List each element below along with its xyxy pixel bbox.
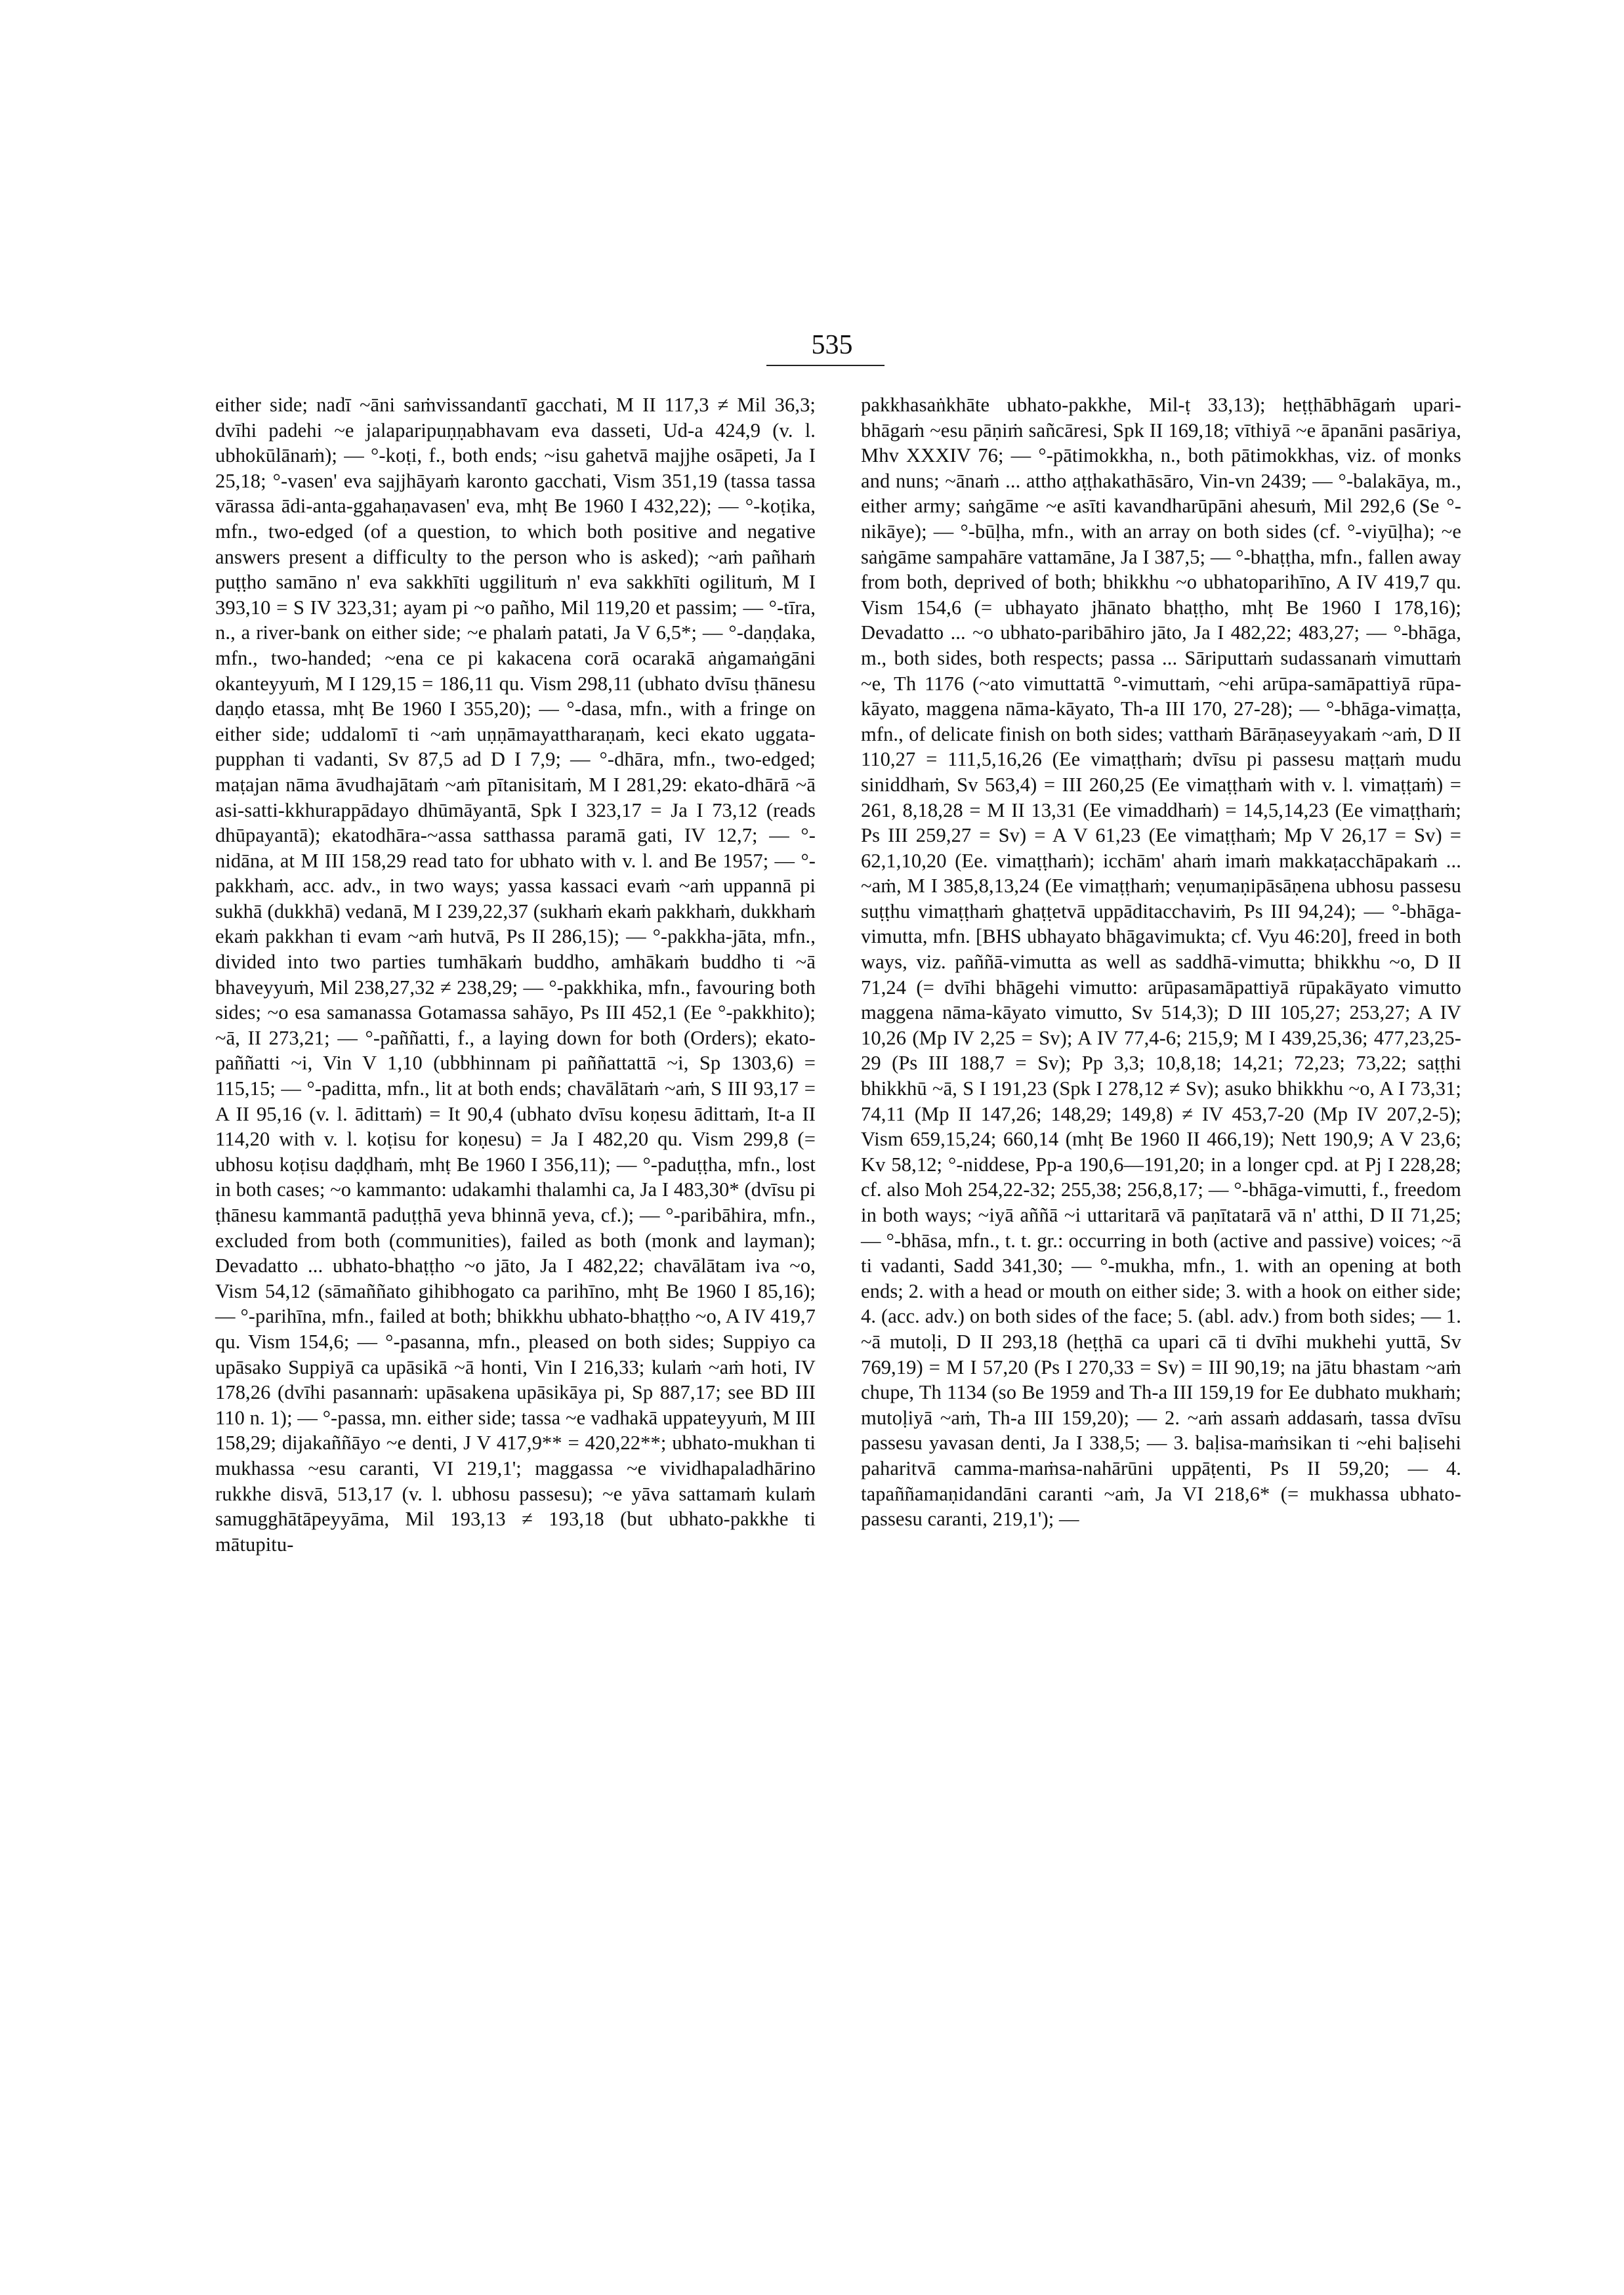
page-number-rule (766, 365, 885, 366)
page-number: 535 (811, 330, 853, 360)
right-column-text: pakkhasaṅkhāte ubhato-pakkhe, Mil-ṭ 33,13); heṭṭhābhāgaṁ upari-bhāgaṁ ~esu pāṇiṁ sañcāresi, Spk II 169,18; vīthiyā ~e āpanāni pasāriya, Mhv XXXIV 76; — °-pātimokkha, n., both pātimokkhas, viz. of monks and nuns; ~ānaṁ ... attho aṭṭhakathāsāro, Vin-vn 2439; — °-balakāya, m., either army; saṅgāme ~e asīti kavandharūpāni ahesuṁ, Mil 292,6 (Se °-nikāye); — °-būḷha, mfn., with an array on both sides (cf. °-viyūḷha); ~e saṅgāme sampahāre vattamāne, Ja I 387,5; — °-bhaṭṭha, mfn., fallen away from both, deprived of both; bhikkhu ~o ubhatoparihīno, A IV 419,7 qu. Vism 154,6 (= ubhayato jhānato bhaṭṭho, mhṭ Be 1960 I 178,16); Devadatto ... ~o ubhato-paribāhiro jāto, Ja I 482,22; 483,27; — °-bhāga, m., both sides, both respects; passa ... Sāriputtaṁ sudassanaṁ vimuttaṁ ~e, Th 1176 (~ato vimuttattā °-vimuttaṁ, ~ehi arūpa-samāpattiyā rūpa-kāyato, maggena nāma-kāyato, Th-a III 170, 27-28); — °-bhāga-vimaṭṭa, mfn., of delicate finish on both sides; vatthaṁ Bārāṇaseyyakaṁ ~aṁ, D II 110,27 = 111,5,16,26 (Ee vimaṭṭhaṁ; dvīsu pi passesu maṭṭaṁ mudu siniddhaṁ, Sv 563,4) = III 260,25 (Ee vimaṭṭhaṁ with v. l. vimaṭṭaṁ) = 261, 8,18,28 = M II 13,31 (Ee vimaddhaṁ) = 14,5,14,23 (Ee vimaṭṭhaṁ; Ps III 259,27 = Sv) = A V 61,23 (Ee vimaṭṭhaṁ; Mp V 26,17 = Sv) = 62,1,10,20 (Ee. vimaṭṭhaṁ); icchām' ahaṁ imaṁ makkaṭacchāpakaṁ ... ~aṁ, M I 385,8,13,24 (Ee vimaṭṭhaṁ; veṇumaṇipāsāṇena ubhosu passesu suṭṭhu vimaṭṭhaṁ ghaṭṭetvā uppāditacchaviṁ, Ps III 94,24); — °-bhāga-vimutta, mfn. [BHS ubhayato bhāgavimukta; cf. Vyu 46:20], freed in both ways, viz. paññā-vimutta as well as saddhā-vimutta; bhikkhu ~o, D II 71,24 (= dvīhi bhāgehi vimutto: arūpasamāpattiyā rūpakāyato vimutto maggena nāma-kāyato vimutto, Sv 514,3); D III 105,27; 253,27; A IV 10,26 (Mp IV 2,25 = Sv); A IV 77,4-6; 215,9; M I 439,25,36; 477,23,25-29 (Ps III 188,7 = Sv); Pp 3,3; 10,8,18; 14,21; 72,23; 73,22; saṭṭhi bhikkhū ~ā, S I 191,23 (Spk I 278,12 ≠ Sv); asuko bhikkhu ~o, A I 73,31; 74,11 (Mp II 147,26; 148,29; 149,8) ≠ IV 453,7-20 (Mp IV 207,2-5); Vism 659,15,24; 660,14 (mhṭ Be 1960 II 466,19); Nett 190,9; A V 23,6; Kv 58,12; °-niddese, Pp-a 190,6—191,20; in a longer cpd. at Pj I 228,28; cf. also Moh 254,22-32; 255,38; 256,8,17; — °-bhāga-vimutti, f., freedom in both ways; ~iyā aññā ~i uttaritarā vā paṇītatarā vā n' atthi, D II 71,25; — °-bhāsa, mfn., t. t. gr.: occurring in both (active and passive) voices; ~ā ti vadanti, Sadd 341,30; — °-mukha, mfn., 1. with an opening at both ends; 2. with a head or mouth on either side; 3. with a hook on either side; 4. (acc. adv.) on both sides of the face; 5. (abl. adv.) from both sides; — 1. ~ā mutoḷi, D II 293,18 (heṭṭhā ca upari cā ti dvīhi mukhehi yuttā, Sv 769,19) = M I 57,20 (Ps I 270,33 = Sv) = III 90,19; na jātu bhastam ~aṁ chupe, Th 1134 (so Be 1959 and Th-a III 159,19 for Ee dubhato mukhaṁ; mutoḷiyā ~aṁ, Th-a III 159,20); — 2. ~aṁ assaṁ addasaṁ, tassa dvīsu passesu yavasan denti, Ja I 338,5; — 3. baḷisa-maṁsikan ti ~ehi baḷisehi paharitvā camma-maṁsa-nahārūni uppāṭenti, Ps II 59,20; — 4. tapaññamaṇidandāni caranti ~aṁ, Ja VI 218,6* (= mukhassa ubhato-passesu caranti, 219,1'); — (861, 394, 1461, 1531)
left-column (215, 392, 816, 1557)
right-column (861, 392, 1461, 1532)
left-column-text: either side; nadī ~āni saṁvissandantī gacchati, M II 117,3 ≠ Mil 36,3; dvīhi padehi ~e jalaparipuṇṇabhavam eva dasseti, Ud-a 424,9 (v. l. ubhokūlānaṁ); — °-koṭi, f., both ends; ~isu gahetvā majjhe osāpeti, Ja I 25,18; °-vasen' eva sajjhāyaṁ karonto gacchati, Vism 351,19 (tassa tassa vārassa ādi-anta-ggahaṇavasen' eva, mhṭ Be 1960 I 432,22); — °-koṭika, mfn., two-edged (of a question, to which both positive and negative answers present a difficulty to the person who is asked); ~aṁ pañhaṁ puṭṭho samāno n' eva sakkhīti uggilituṁ n' eva sakkhīti ogilituṁ, M I 393,10 = S IV 323,31; ayam pi ~o pañho, Mil 119,20 et passim; — °-tīra, n., a river-bank on either side; ~e phalaṁ patati, Ja V 6,5*; — °-daṇḍaka, mfn., two-handed; ~ena ce pi kakacena corā ocarakā aṅgamaṅgāni okanteyyuṁ, M I 129,15 = 186,11 qu. Vism 298,11 (ubhato dvīsu ṭhānesu daṇḍo etassa, mhṭ Be 1960 I 355,20); — °-dasa, mfn., with a fringe on either side; uddalomī ti ~aṁ uṇṇāmayattharaṇaṁ, keci ekato uggata-pupphan ti vadanti, Sv 87,5 ad D I 7,9; — °-dhāra, mfn., two-edged; maṭajan nāma āvudhajātaṁ ~aṁ pītanisitaṁ, M I 281,29: ekato-dhārā ~ā asi-satti-kkhurappādayo dhūmāyantā, Spk I 323,17 = Ja I 73,12 (reads dhūpayantā); ekatodhāra-~assa satthassa paramā gati, IV 12,7; — °-nidāna, at M III 158,29 read tato for ubhato with v. l. and Be 1957; — °-pakkhaṁ, acc. adv., in two ways; yassa kassaci evaṁ ~aṁ uppannā pi sukhā (dukkhā) vedanā, M I 239,22,37 (sukhaṁ ekaṁ pakkhaṁ, dukkhaṁ ekaṁ pakkhan ti evam ~aṁ hutvā, Ps II 286,15); — °-pakkha-jāta, mfn., divided into two parties tumhākaṁ buddho, amhākaṁ buddho ti ~ā bhaveyyuṁ, Mil 238,27,32 ≠ 238,29; — °-pakkhika, mfn., favouring both sides; ~o esa samanassa Gotamassa sahāyo, Ps III 452,1 (Ee °-pakkhito); ~ā, II 273,21; — °-paññatti, f., a laying down for both (Orders); ekato-paññatti ~i, Vin V 1,10 (ubbhinnam pi paññattattā ~i, Sp 1303,6) = 115,15; — °-paditta, mfn., lit at both ends; chavālātaṁ ~aṁ, S III 93,17 = A II 95,16 (v. l. ādittaṁ) = It 90,4 (ubhato dvīsu koṇesu ādittaṁ, It-a II 114,20 with v. l. koṭisu for koṇesu) = Ja I 482,20 qu. Vism 299,8 (= ubhosu koṭisu daḍḍhaṁ, mhṭ Be 1960 I 356,11); — °-paduṭṭha, mfn., lost in both cases; ~o kammanto: udakamhi thalamhi ca, Ja I 483,30* (dvīsu pi ṭhānesu kammantā paduṭṭhā yeva bhinnā yeva, cf.); — °-paribāhira, mfn., excluded from both (communities), failed as both (monk and layman); Devadatto ... ubhato-bhaṭṭho ~o jāto, Ja I 482,22; chavālātam iva ~o, Vism 54,12 (sāmaññato gihibhogato ca parihīno, mhṭ Be 1960 I 85,16); — °-parihīna, mfn., failed at both; bhikkhu ubhato-bhaṭṭho ~o, A IV 419,7 qu. Vism 154,6; — °-pasanna, mfn., pleased on both sides; Suppiyo ca upāsako Suppiyā ca upāsikā ~ā honti, Vin I 216,33; kulaṁ ~aṁ hoti, IV 178,26 (dvīhi pasannaṁ: upāsakena upāsikāya pi, Sp 887,17; see BD III 110 n. 1); — °-passa, mn. either side; tassa ~e vadhakā uppateyyuṁ, M III 158,29; dijakaññāyo ~e denti, J V 417,9** = 420,22**; ubhato-mukhan ti mukhassa ~esu caranti, VI 219,1'; maggassa ~e vividhapaladhārino rukkhe disvā, 513,17 (v. l. ubhosu passesu); ~e yāva sattamaṁ kulaṁ samugghātāpeyyāma, Mil 193,13 ≠ 193,18 (but ubhato-pakkhe ti mātupitu- (215, 394, 816, 1556)
